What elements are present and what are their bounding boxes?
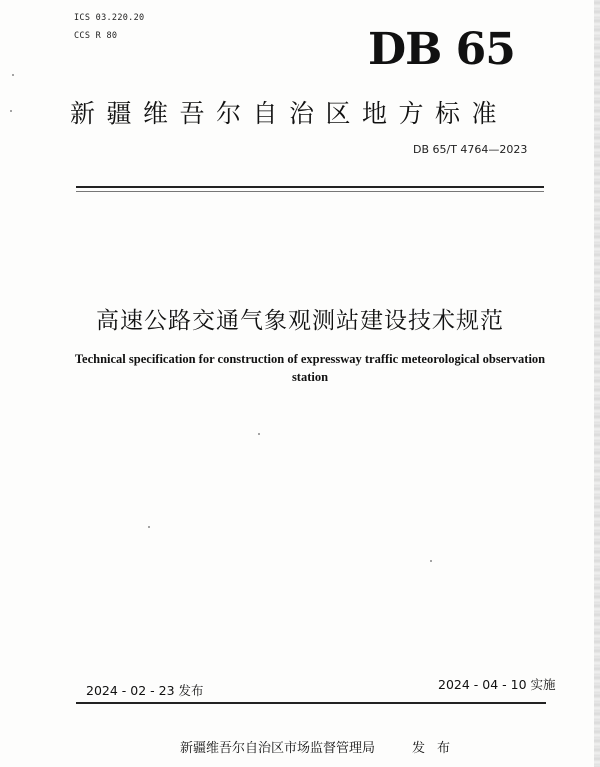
document-title-english: Technical specification for construction of expressway traffic meteorological observation station	[74, 352, 546, 384]
db65-logo: DB 65	[368, 24, 515, 75]
scan-speck	[148, 526, 150, 528]
header-divider	[76, 186, 544, 188]
header-divider-thin	[76, 191, 544, 192]
standard-category-heading: 新疆维吾尔自治区地方标准	[70, 99, 509, 128]
scan-edge-artifact	[594, 0, 600, 767]
publisher-name: 新疆维吾尔自治区市场监督管理局	[180, 741, 376, 756]
document-title-chinese: 高速公路交通气象观测站建设技术规范	[96, 308, 504, 334]
ics-code: ICS 03.220.20	[74, 13, 145, 23]
scan-speck	[430, 560, 432, 562]
implementation-date: 2024 - 04 - 10 实施	[438, 677, 556, 692]
standard-number: DB 65/T 4764—2023	[413, 143, 528, 156]
footer-divider	[76, 702, 546, 704]
issue-date: 2024 - 02 - 23 发布	[86, 683, 204, 698]
scan-speck	[258, 433, 260, 435]
scan-speck	[10, 110, 12, 112]
scan-speck	[12, 74, 14, 76]
publish-label: 发布	[412, 741, 463, 756]
ccs-code: CCS R 80	[74, 31, 118, 41]
